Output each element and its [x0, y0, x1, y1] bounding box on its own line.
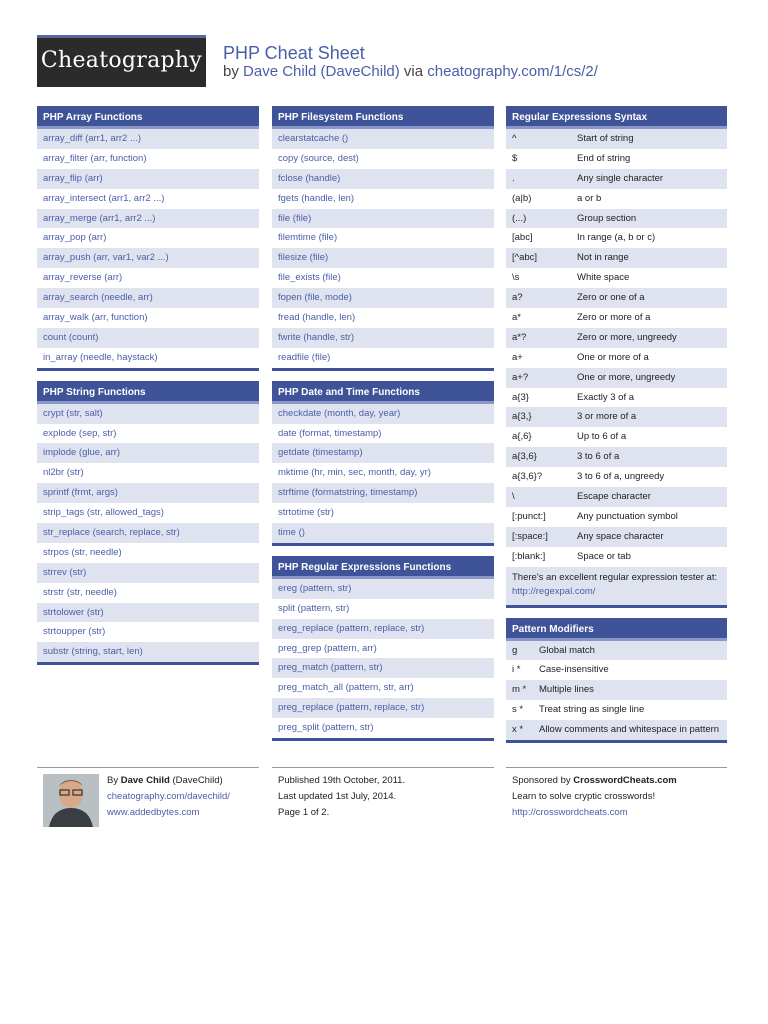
function-item[interactable]: array_push (arr, var1, var2 ...) [37, 248, 259, 268]
by-label: by [223, 63, 239, 80]
function-item[interactable]: strrev (str) [37, 563, 259, 583]
box-heading: PHP Filesystem Functions [272, 106, 494, 129]
note-text: There's an excellent regular expression tester at: [512, 571, 718, 583]
modifier-key: i * [512, 664, 521, 676]
syntax-row [506, 268, 727, 288]
syntax-desc: In range (a, b or c) [577, 232, 656, 244]
syntax-row [506, 407, 727, 427]
function-item[interactable]: preg_split (pattern, str) [278, 722, 374, 734]
modifier-key: x * [512, 724, 524, 736]
function-item[interactable]: preg_match (pattern, str) [272, 658, 494, 678]
sponsor-info [506, 767, 727, 821]
function-item[interactable]: strtotime (str) [278, 507, 334, 519]
syntax-row [506, 467, 727, 487]
logo-text: Cheatography [40, 48, 203, 73]
updated-date: Last updated 1st July, 2014. [278, 791, 397, 802]
modifier-row [506, 641, 727, 661]
function-item[interactable]: fwrite (handle, str) [272, 328, 494, 348]
author-avatar [43, 774, 99, 827]
syntax-desc: Any single character [577, 172, 664, 184]
syntax-row [506, 427, 727, 447]
syntax-key: $ [512, 152, 518, 164]
modifier-key: m * [512, 684, 527, 696]
function-item[interactable]: clearstatcache () [272, 129, 494, 149]
modifier-desc: Case-insensitive [539, 664, 609, 676]
modifier-desc: Multiple lines [539, 684, 594, 696]
syntax-key: ^ [512, 133, 517, 144]
function-item[interactable]: crypt (str, salt) [37, 404, 259, 424]
modifier-key: g [512, 644, 518, 656]
by-label: By [107, 775, 119, 786]
function-item[interactable]: strtoupper (str) [43, 626, 106, 638]
footer [37, 767, 727, 827]
syntax-desc: One or more of a [577, 351, 649, 363]
syntax-key: a? [512, 292, 523, 304]
function-item[interactable]: file (file) [272, 209, 494, 229]
syntax-key: a{3,6} [512, 451, 537, 463]
regex-syntax-box [506, 106, 727, 608]
cheatography-logo[interactable] [37, 35, 206, 87]
box-heading: PHP Array Functions [37, 106, 259, 129]
function-item[interactable]: getdate (timestamp) [272, 443, 494, 463]
function-item[interactable]: fread (handle, len) [278, 312, 356, 324]
syntax-key: \ [512, 491, 515, 503]
function-item[interactable]: array_flip (arr) [37, 169, 259, 189]
syntax-key: a{3} [512, 391, 529, 403]
page-number: Page 1 of 2. [278, 807, 330, 818]
box-heading: PHP Regular Expressions Functions [272, 556, 494, 579]
syntax-desc: Start of string [577, 133, 634, 144]
sponsor-link[interactable]: http://crosswordcheats.com [512, 807, 628, 818]
function-item[interactable]: ereg_replace (pattern, replace, str) [272, 619, 494, 639]
function-item[interactable]: array_search (needle, arr) [37, 288, 259, 308]
function-item[interactable]: fclose (handle) [272, 169, 494, 189]
function-item[interactable]: array_reverse (arr) [43, 272, 123, 284]
function-item[interactable]: readfile (file) [278, 351, 331, 363]
published-date: Published 19th October, 2011. [278, 775, 406, 786]
function-item[interactable]: copy (source, dest) [278, 152, 359, 164]
box-heading: PHP String Functions [37, 381, 259, 404]
function-item[interactable]: filesize (file) [272, 248, 494, 268]
function-item[interactable]: ereg (pattern, str) [272, 579, 494, 599]
page-title: PHP Cheat Sheet [223, 43, 365, 63]
syntax-key: \s [512, 272, 520, 284]
syntax-key: a{,6} [512, 431, 532, 443]
syntax-key: [^abc] [512, 252, 538, 264]
syntax-row [506, 228, 727, 248]
function-item[interactable]: split (pattern, str) [278, 602, 350, 614]
syntax-row [506, 507, 727, 527]
function-item[interactable]: preg_grep (pattern, arr) [278, 642, 377, 654]
syntax-row [506, 169, 727, 189]
pattern-modifiers-box [506, 618, 727, 744]
syntax-desc: Any punctuation symbol [577, 510, 678, 522]
syntax-key: (...) [512, 212, 527, 224]
sponsor-prefix: Sponsored by [512, 775, 571, 786]
syntax-row [506, 248, 727, 268]
function-item[interactable]: substr (string, start, len) [37, 642, 259, 662]
function-item[interactable]: array_walk (arr, function) [43, 312, 148, 324]
syntax-row [506, 288, 727, 308]
function-item[interactable]: fopen (file, mode) [272, 288, 494, 308]
syntax-desc: Not in range [577, 252, 629, 264]
function-item[interactable]: time () [272, 523, 494, 543]
modifier-row [506, 680, 727, 700]
syntax-row [506, 447, 727, 467]
modifier-row [506, 660, 727, 680]
author-line [107, 773, 267, 789]
function-item[interactable]: mktime (hr, min, sec, month, day, yr) [278, 467, 431, 479]
syntax-desc: Zero or one of a [577, 292, 645, 304]
function-item[interactable]: sprintf (frmt, args) [37, 483, 259, 503]
function-item[interactable]: date (format, timestamp) [278, 427, 382, 439]
sponsor-name: CrosswordCheats.com [573, 775, 677, 786]
syntax-row [506, 189, 727, 209]
datetime-functions-box [272, 381, 494, 546]
box-heading: PHP Date and Time Functions [272, 381, 494, 404]
syntax-key: a+ [512, 351, 523, 363]
syntax-key: [:blank:] [512, 550, 546, 562]
syntax-desc: Zero or more, ungreedy [577, 331, 677, 343]
regex-tester-note [506, 567, 727, 605]
syntax-desc: Zero or more of a [577, 312, 651, 324]
function-item[interactable]: array_filter (arr, function) [43, 152, 147, 164]
syntax-desc: Group section [577, 212, 637, 224]
function-item[interactable]: array_intersect (arr1, arr2 ...) [43, 192, 165, 204]
via-label: via [403, 63, 424, 80]
author-info [107, 773, 267, 821]
syntax-key: [:space:] [512, 530, 548, 542]
function-item[interactable]: in_array (needle, haystack) [43, 351, 158, 363]
function-item[interactable]: strpos (str, needle) [43, 546, 122, 558]
author-link[interactable]: Dave Child (DaveChild) [243, 63, 400, 80]
function-item[interactable]: explode (sep, str) [43, 427, 117, 439]
author-handle: (DaveChild) [172, 775, 223, 786]
function-item[interactable]: str_replace (search, replace, str) [37, 523, 259, 543]
syntax-key: a{3,} [512, 411, 532, 423]
box-heading: Pattern Modifiers [506, 618, 727, 641]
syntax-row [506, 308, 727, 328]
syntax-row [506, 129, 727, 149]
function-item[interactable]: nl2br (str) [43, 467, 84, 479]
modifier-key: s * [512, 704, 524, 716]
author-footer [37, 767, 259, 827]
function-item[interactable]: strip_tags (str, allowed_tags) [43, 507, 164, 519]
syntax-row [506, 547, 727, 567]
syntax-desc: Escape character [577, 491, 651, 503]
syntax-key: (a|b) [512, 192, 532, 204]
regexpal-link[interactable]: http://regexpal.com/ [512, 586, 596, 598]
publish-info [272, 767, 494, 821]
filesystem-functions-box [272, 106, 494, 371]
syntax-desc: 3 or more of a [577, 411, 637, 423]
column-3 [506, 106, 727, 753]
syntax-row [506, 328, 727, 348]
function-item[interactable]: array_merge (arr1, arr2 ...) [37, 209, 259, 229]
syntax-desc: 3 to 6 of a, ungreedy [577, 471, 665, 483]
modifier-desc: Global match [539, 644, 595, 656]
modifier-row [506, 720, 727, 740]
box-heading: Regular Expressions Syntax [506, 106, 727, 129]
modifier-desc: Treat string as single line [539, 704, 645, 716]
sheet-url-link[interactable]: cheatography.com/1/cs/2/ [427, 63, 598, 80]
syntax-desc: Up to 6 of a [577, 431, 627, 443]
author-name: Dave Child [120, 775, 170, 786]
syntax-key: a{3,6}? [512, 471, 543, 483]
syntax-row [506, 368, 727, 388]
column-2 [272, 106, 494, 751]
function-item[interactable]: array_diff (arr1, arr2 ...) [37, 129, 259, 149]
author-profile-link[interactable]: cheatography.com/davechild/ [107, 791, 230, 802]
array-functions-box [37, 106, 259, 371]
syntax-key: [abc] [512, 232, 533, 244]
function-item[interactable]: preg_replace (pattern, replace, str) [272, 698, 494, 718]
modifier-row [506, 700, 727, 720]
regex-functions-box [272, 556, 494, 741]
function-item[interactable]: file_exists (file) [278, 272, 341, 284]
syntax-row [506, 149, 727, 169]
column-1 [37, 106, 259, 675]
syntax-desc: 3 to 6 of a [577, 451, 620, 463]
function-item[interactable]: checkdate (month, day, year) [272, 404, 494, 424]
syntax-desc: Exactly 3 of a [577, 391, 635, 403]
syntax-row [506, 487, 727, 507]
modifier-desc: Allow comments and whitespace in pattern [539, 724, 720, 736]
sponsor-line [512, 773, 727, 789]
function-item[interactable]: array_pop (arr) [43, 232, 107, 244]
byline [223, 63, 598, 80]
syntax-desc: One or more, ungreedy [577, 371, 676, 383]
function-item[interactable]: strtolower (str) [37, 603, 259, 623]
syntax-desc: Space or tab [577, 550, 631, 562]
syntax-desc: End of string [577, 152, 631, 164]
function-item[interactable]: fgets (handle, len) [278, 192, 355, 204]
sponsor-tagline: Learn to solve cryptic crosswords! [512, 791, 656, 802]
function-item[interactable]: strftime (formatstring, timestamp) [272, 483, 494, 503]
function-item[interactable]: count (count) [37, 328, 259, 348]
syntax-row [506, 527, 727, 547]
syntax-key: a+? [512, 371, 529, 383]
syntax-row [506, 388, 727, 408]
syntax-row [506, 348, 727, 368]
syntax-key: . [512, 172, 515, 184]
syntax-desc: a or b [577, 192, 602, 204]
function-item[interactable]: implode (glue, arr) [37, 443, 259, 463]
function-item[interactable]: filemtime (file) [278, 232, 338, 244]
syntax-key: a*? [512, 331, 527, 343]
syntax-key: [:punct:] [512, 510, 546, 522]
syntax-key: a* [512, 312, 521, 324]
string-functions-box [37, 381, 259, 666]
syntax-desc: White space [577, 272, 630, 284]
author-website-link[interactable]: www.addedbytes.com [107, 807, 200, 818]
syntax-row [506, 209, 727, 229]
syntax-desc: Any space character [577, 530, 664, 542]
function-item[interactable]: strstr (str, needle) [43, 586, 117, 598]
function-item[interactable]: preg_match_all (pattern, str, arr) [278, 682, 414, 694]
